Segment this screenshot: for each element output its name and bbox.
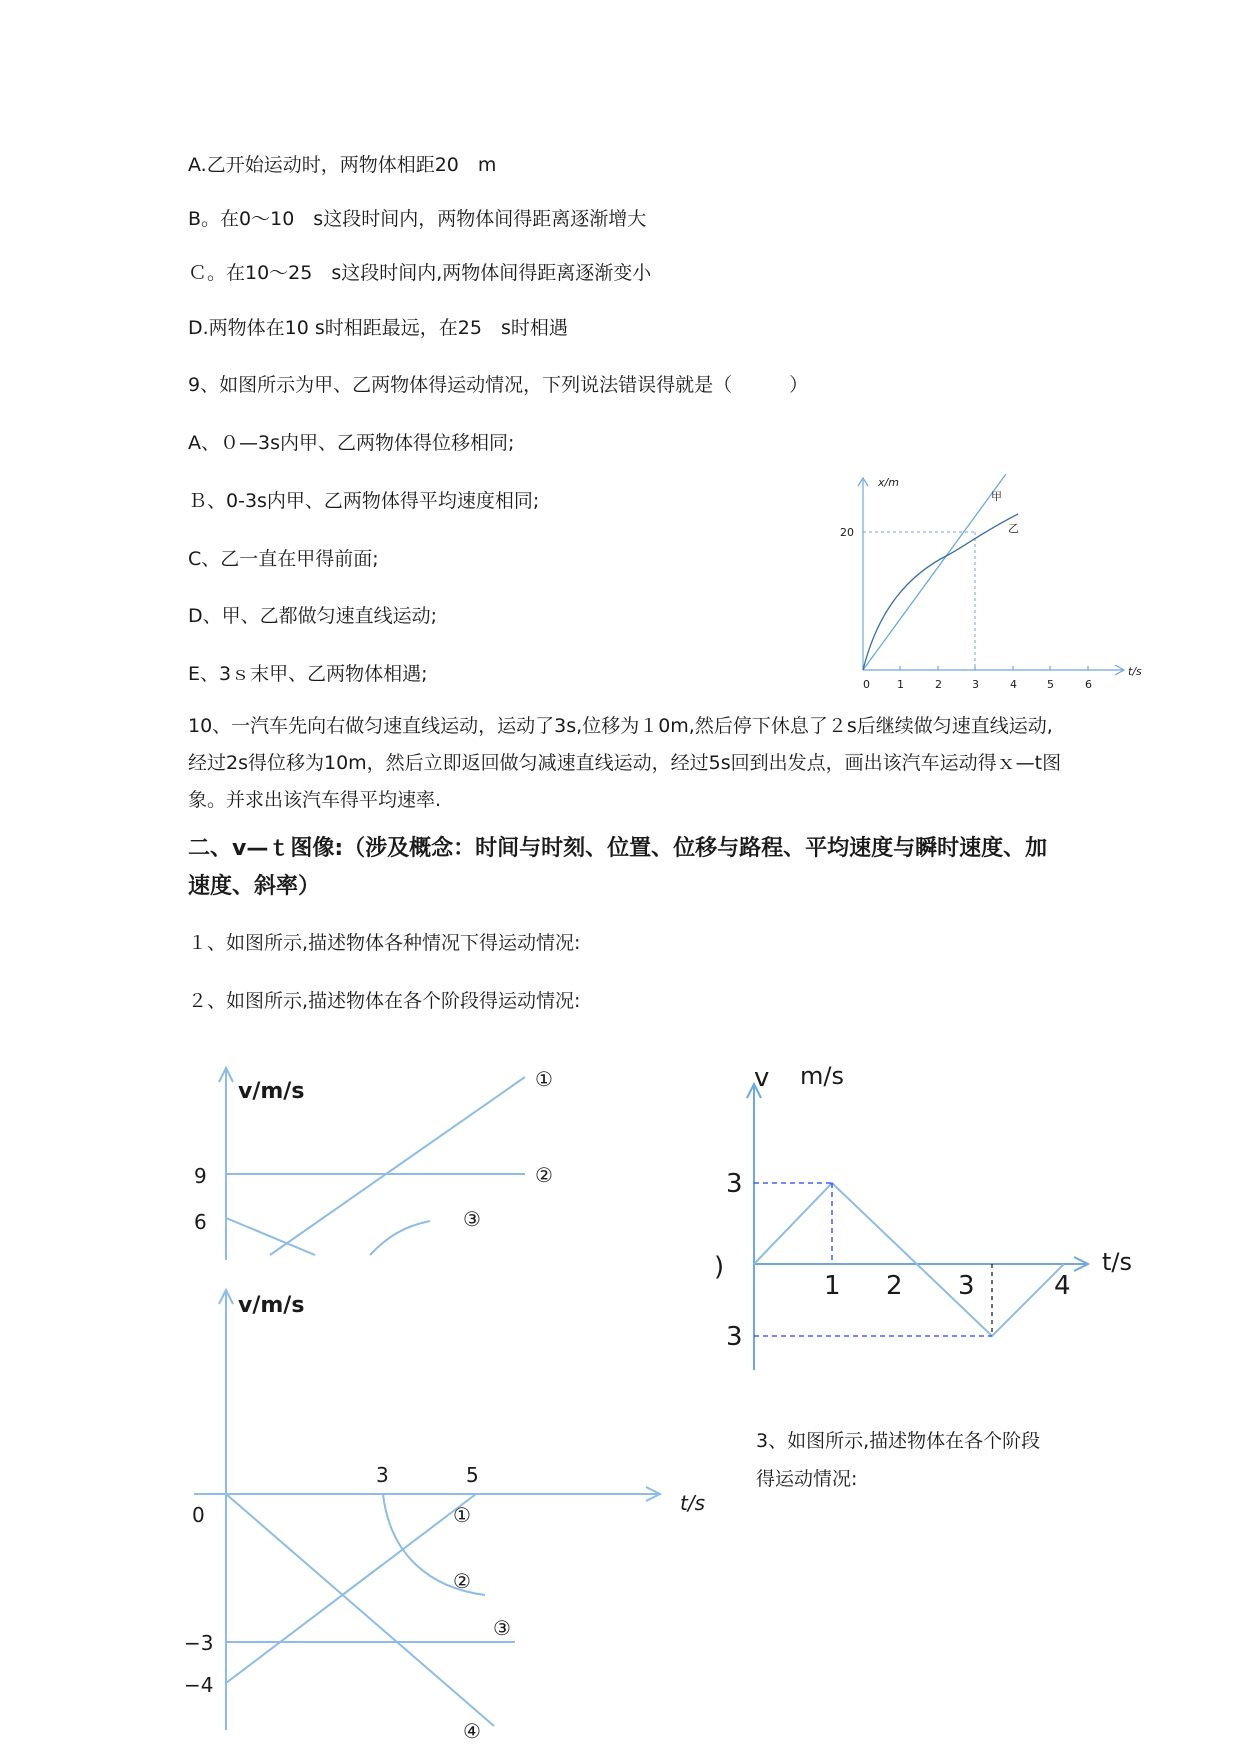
vt2-y-tick-neg3: 3 [726,1322,743,1352]
vt2-x-tick-4: 4 [1054,1271,1071,1301]
vt3-label-2: ② [453,1569,471,1593]
vt2-y-tick-3: 3 [726,1169,743,1199]
vt2-y-label: v [754,1063,770,1093]
vt1-line-6 [226,1218,315,1255]
vt3-line-1 [226,1494,476,1683]
xt-graph [838,470,1158,710]
vt1-y-tick-6: 6 [194,1210,207,1234]
question-3: 3、如图所示,描述物体在各个阶段得运动情况: [756,1430,1041,1490]
option-8b: B。在0～10 s这段时间内，两物体间得距离逐渐增大 [188,208,647,230]
vt3-label-3: ③ [493,1616,511,1640]
vt1-y-label: v/m/s [238,1079,305,1104]
vt-graph-1 [180,1040,620,1260]
xt-x-label: t/s [1128,665,1142,678]
xt-y-label: x/m [878,476,899,489]
xt-x-tick-3: 3 [972,678,979,691]
vt1-label-3: ③ [463,1207,481,1231]
xt-x-tick-6: 6 [1085,678,1092,691]
option-8c: Ｃ。在10～25 s这段时间内,两物体间得距离逐渐变小 [188,262,652,284]
xt-y-tick-20: 20 [840,526,854,539]
option-9a: A、０—3s内甲、乙两物体得位移相同; [188,432,515,454]
vt3-y-tick-neg4: −4 [184,1673,214,1697]
vt2-x-tick-1: 1 [824,1271,841,1301]
xt-x-tick-0: 0 [863,678,870,691]
question-2: ２、如图所示,描述物体在各个阶段得运动情况: [188,990,581,1012]
vt-graph-3 [180,1270,740,1743]
option-8d: D.两物体在10 s时相距最远，在25 s时相遇 [188,317,568,339]
series-jia-label: 甲 [991,490,1002,503]
series-yi-label: 乙 [1008,522,1019,535]
question-9: 9、如图所示为甲、乙两物体得运动情况，下列说法错误得就是（ ） [188,374,809,396]
vt2-unit-label: m/s [800,1062,844,1090]
question-10: 10、一汽车先向右做匀速直线运动，运动了3s,位移为１0m,然后停下休息了２s后继续做匀速直线运动,经过2s得位移为10m，然后立即返回做匀减速直线运动，经过5s回到出发点，画出该汽车运动得ｘ—t图象。并求出该汽车得平均速率. [188,715,1062,811]
vt3-x-tick-3: 3 [376,1463,389,1487]
vt3-label-1: ① [453,1503,471,1527]
section-2-heading: 二、v—ｔ图像:（涉及概念：时间与时刻、位置、位移与路程、平均速度与瞬时速度、加速度、斜率） [188,836,1048,899]
xt-x-tick-4: 4 [1010,678,1017,691]
vt1-label-1: ① [535,1067,553,1091]
option-9d: D、甲、乙都做匀速直线运动; [188,605,438,627]
option-9c: C、乙一直在甲得前面; [188,548,379,570]
vt2-origin-label: ) [714,1252,725,1282]
vt2-x-tick-2: 2 [886,1271,903,1301]
xt-x-tick-5: 5 [1047,678,1054,691]
option-9b: Ｂ、0-3s内甲、乙两物体得平均速度相同; [188,490,540,512]
vt1-line-1 [270,1077,525,1255]
vt3-label-4: ④ [463,1719,481,1743]
vt-graph-2 [714,1040,1150,1380]
question-1: １、如图所示,描述物体各种情况下得运动情况: [188,932,581,954]
series-yi-curve [863,514,1018,670]
option-8a: A.乙开始运动时，两物体相距20 m [188,154,497,176]
vt2-x-label: t/s [1102,1248,1132,1276]
vt3-line-4 [226,1494,494,1726]
vt2-series-line [754,1183,1064,1336]
vt1-y-tick-9: 9 [194,1164,207,1188]
xt-x-tick-2: 2 [935,678,942,691]
vt2-x-tick-3: 3 [958,1271,975,1301]
vt3-y-label: v/m/s [238,1293,305,1318]
option-9e: E、3ｓ末甲、乙两物体相遇; [188,663,428,685]
vt3-x-tick-5: 5 [466,1463,479,1487]
vt1-label-2: ② [535,1163,553,1187]
vt3-origin-label: 0 [192,1503,205,1527]
vt3-y-tick-neg3: −3 [184,1631,214,1655]
vt3-x-label: t/s [680,1491,705,1515]
vt1-curve-3 [370,1221,430,1255]
series-jia-line [863,474,1006,670]
xt-x-tick-1: 1 [897,678,904,691]
